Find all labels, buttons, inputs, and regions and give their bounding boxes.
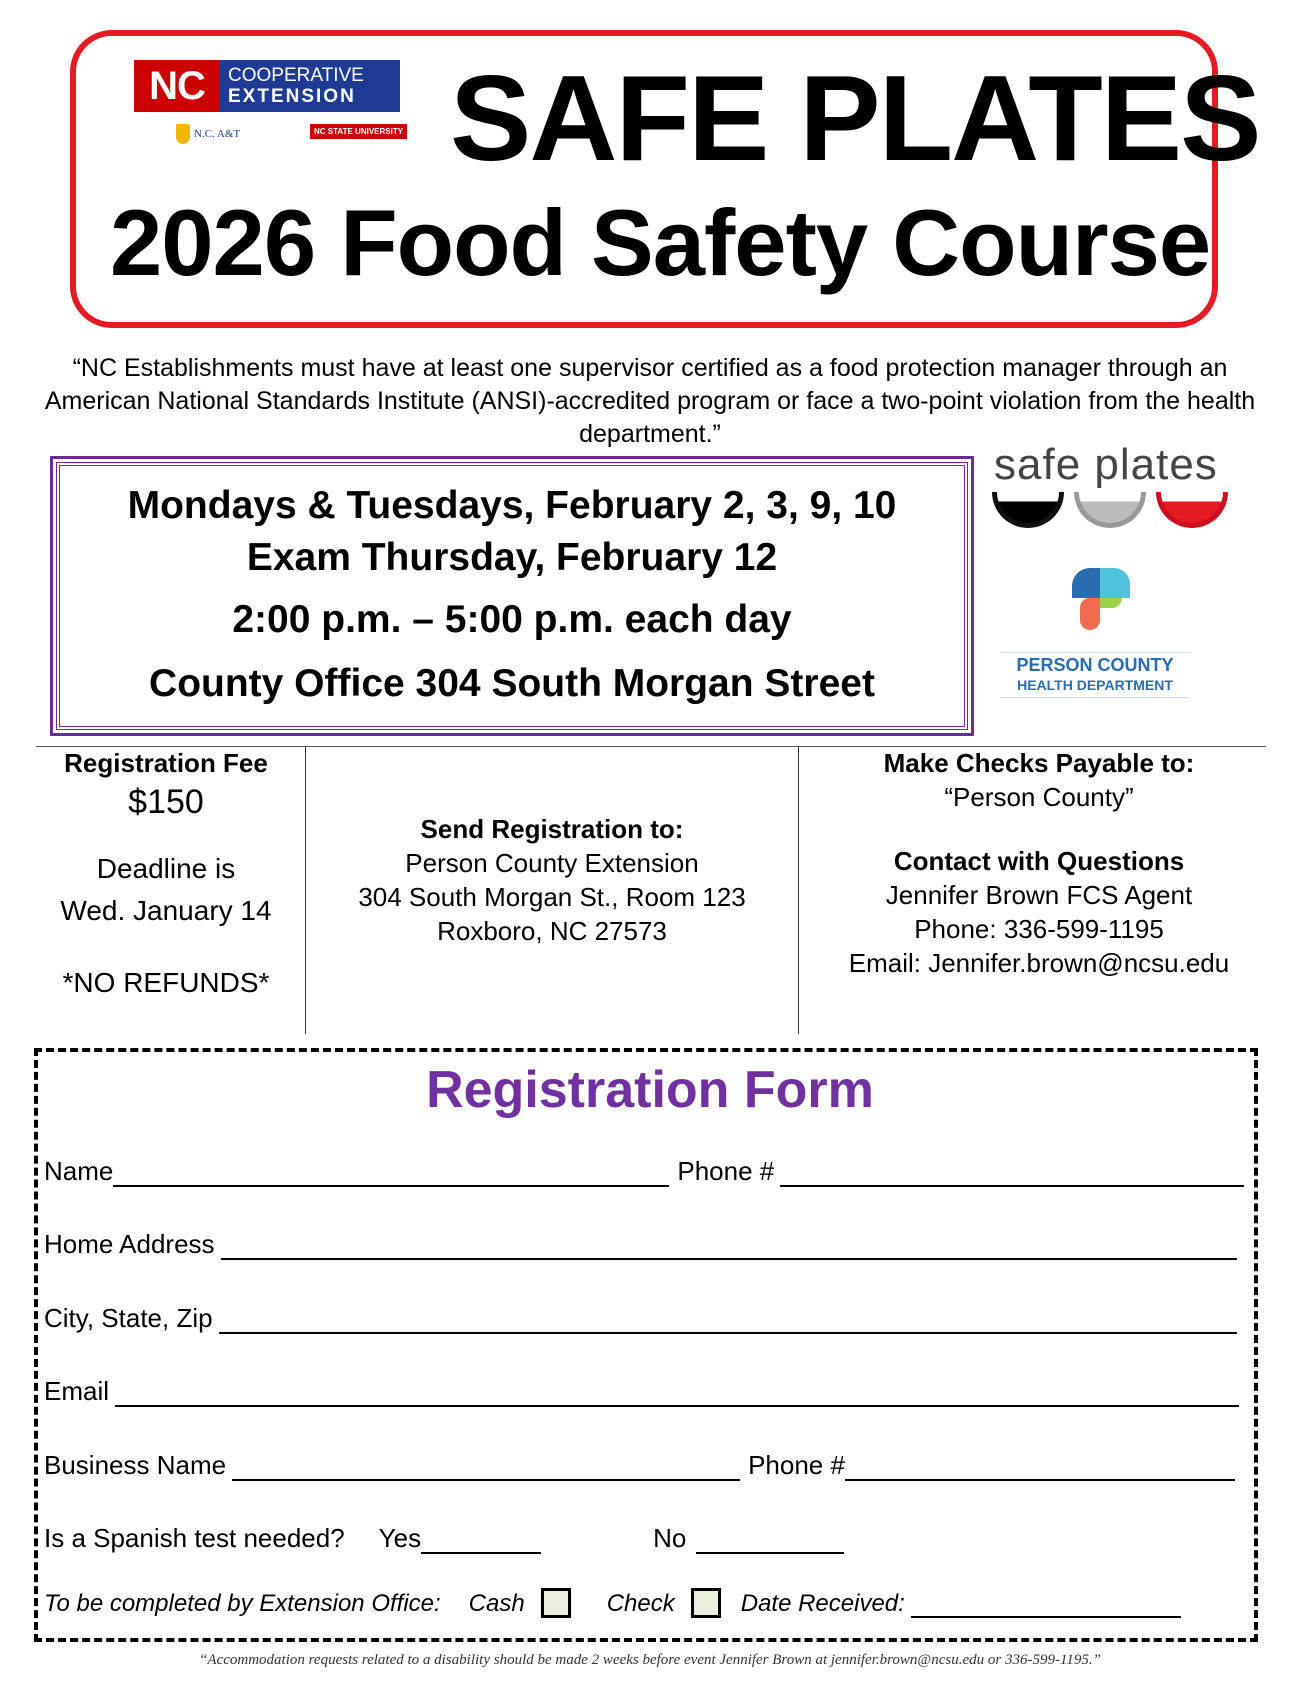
gray-plate-icon bbox=[1074, 492, 1146, 528]
aggie-shield-icon bbox=[176, 124, 190, 144]
no-refunds: *NO REFUNDS* bbox=[62, 967, 270, 998]
health-department-logo-icon bbox=[1068, 566, 1134, 632]
city-state-zip-field[interactable] bbox=[219, 1308, 1237, 1334]
name-phone-row bbox=[44, 1156, 1244, 1187]
deadline-line2: Wed. January 14 bbox=[60, 895, 272, 926]
send-line2: 304 South Morgan St., Room 123 bbox=[358, 882, 746, 912]
schedule-time: 2:00 p.m. – 5:00 p.m. each day bbox=[232, 598, 792, 641]
yes-field[interactable] bbox=[421, 1528, 541, 1554]
home-address-row bbox=[44, 1229, 1237, 1260]
send-section bbox=[310, 812, 794, 948]
home-address-field[interactable] bbox=[221, 1234, 1237, 1260]
no-field[interactable] bbox=[696, 1528, 844, 1554]
contact-email: Email: Jennifer.brown@ncsu.edu bbox=[848, 948, 1230, 978]
business-phone-label: Phone # bbox=[748, 1450, 845, 1480]
schedule-days: Mondays & Tuesdays, February 2, 3, 9, 10 bbox=[127, 484, 897, 527]
cooperative-extension-wordmark bbox=[220, 60, 400, 112]
health-department-logo bbox=[1000, 652, 1190, 698]
business-row bbox=[44, 1450, 1235, 1481]
red-plate-icon bbox=[1156, 492, 1228, 528]
contact-name: Jennifer Brown FCS Agent bbox=[885, 880, 1193, 910]
name-field[interactable] bbox=[113, 1161, 669, 1187]
course-title: 2026 Food Safety Course bbox=[110, 190, 1211, 295]
send-line3: Roxboro, NC 27573 bbox=[437, 916, 667, 946]
accommodation-note: “Accommodation requests related to a disability should be made 2 weeks before event Jennifer Brown at jennifer.brown@ncsu.edu or 336-599-1195.” bbox=[199, 1652, 1101, 1668]
email-label: Email bbox=[44, 1376, 110, 1406]
nc-cooperative-extension-logo bbox=[134, 60, 400, 112]
safe-plates-plates-icon bbox=[992, 492, 1228, 528]
fee-amount: $150 bbox=[128, 783, 204, 821]
date-received-label: Date Received: bbox=[740, 1590, 905, 1617]
home-address-label: Home Address bbox=[44, 1229, 215, 1259]
schedule-exam: Exam Thursday, February 12 bbox=[246, 536, 778, 579]
form-title: Registration Form bbox=[426, 1061, 874, 1119]
phone-label: Phone # bbox=[677, 1156, 775, 1186]
black-plate-icon bbox=[992, 492, 1064, 528]
email-row bbox=[44, 1376, 1239, 1407]
health-dept-line2: HEALTH DEPARTMENT bbox=[1017, 677, 1173, 693]
city-state-zip-row bbox=[44, 1303, 1237, 1334]
send-label: Send Registration to: bbox=[420, 814, 684, 844]
deadline-line1: Deadline is bbox=[96, 853, 236, 884]
office-use-label: To be completed by Extension Office: bbox=[44, 1590, 441, 1617]
page-title: SAFE PLATES bbox=[450, 50, 1260, 186]
business-name-label: Business Name bbox=[44, 1450, 227, 1480]
business-phone-field[interactable] bbox=[845, 1455, 1235, 1481]
cash-label: Cash bbox=[468, 1590, 525, 1617]
send-line1: Person County Extension bbox=[405, 848, 699, 878]
logo-coop-line2: EXTENSION bbox=[228, 86, 356, 107]
spanish-test-label: Is a Spanish test needed? bbox=[44, 1523, 345, 1553]
schedule-location: County Office 304 South Morgan Street bbox=[149, 662, 875, 705]
office-use-row bbox=[44, 1588, 1181, 1618]
checks-payee: “Person County” bbox=[944, 782, 1134, 812]
yes-label: Yes bbox=[378, 1523, 422, 1553]
contact-phone: Phone: 336-599-1195 bbox=[914, 914, 1164, 944]
regulation-quote: “NC Establishments must have at least one supervisor certified as a food protection manager through an American National Standards Institute (ANSI)-accredited program or face a two-point violation from the health department.” bbox=[44, 354, 1256, 448]
business-name-field[interactable] bbox=[232, 1455, 740, 1481]
email-field[interactable] bbox=[115, 1381, 1239, 1407]
check-label: Check bbox=[606, 1590, 675, 1617]
cash-checkbox[interactable] bbox=[541, 1588, 571, 1618]
logo-coop-line1: COOPERATIVE bbox=[228, 65, 364, 86]
phone-field[interactable] bbox=[780, 1161, 1244, 1187]
date-received-field[interactable] bbox=[911, 1592, 1181, 1618]
fee-label: Registration Fee bbox=[64, 748, 268, 778]
divider bbox=[798, 746, 799, 1034]
city-state-zip-label: City, State, Zip bbox=[44, 1303, 213, 1333]
check-checkbox[interactable] bbox=[691, 1588, 721, 1618]
divider bbox=[305, 746, 306, 1034]
nc-state-logo: NC STATE UNIVERSITY bbox=[310, 124, 407, 139]
nc-at-logo bbox=[176, 124, 240, 144]
checks-label: Make Checks Payable to: bbox=[883, 748, 1195, 778]
health-dept-line1: PERSON COUNTY bbox=[1016, 655, 1174, 675]
contact-section bbox=[804, 746, 1274, 980]
nc-at-label: N.C. A&T bbox=[194, 128, 241, 140]
name-label: Name bbox=[44, 1156, 114, 1186]
fee-section bbox=[36, 746, 296, 1000]
schedule-box bbox=[56, 462, 968, 730]
spanish-test-row bbox=[44, 1523, 844, 1554]
questions-label: Contact with Questions bbox=[893, 846, 1185, 876]
safe-plates-logo-text: safe plates bbox=[994, 440, 1218, 489]
nc-logo-mark: NC bbox=[134, 60, 220, 112]
no-label: No bbox=[653, 1523, 687, 1553]
